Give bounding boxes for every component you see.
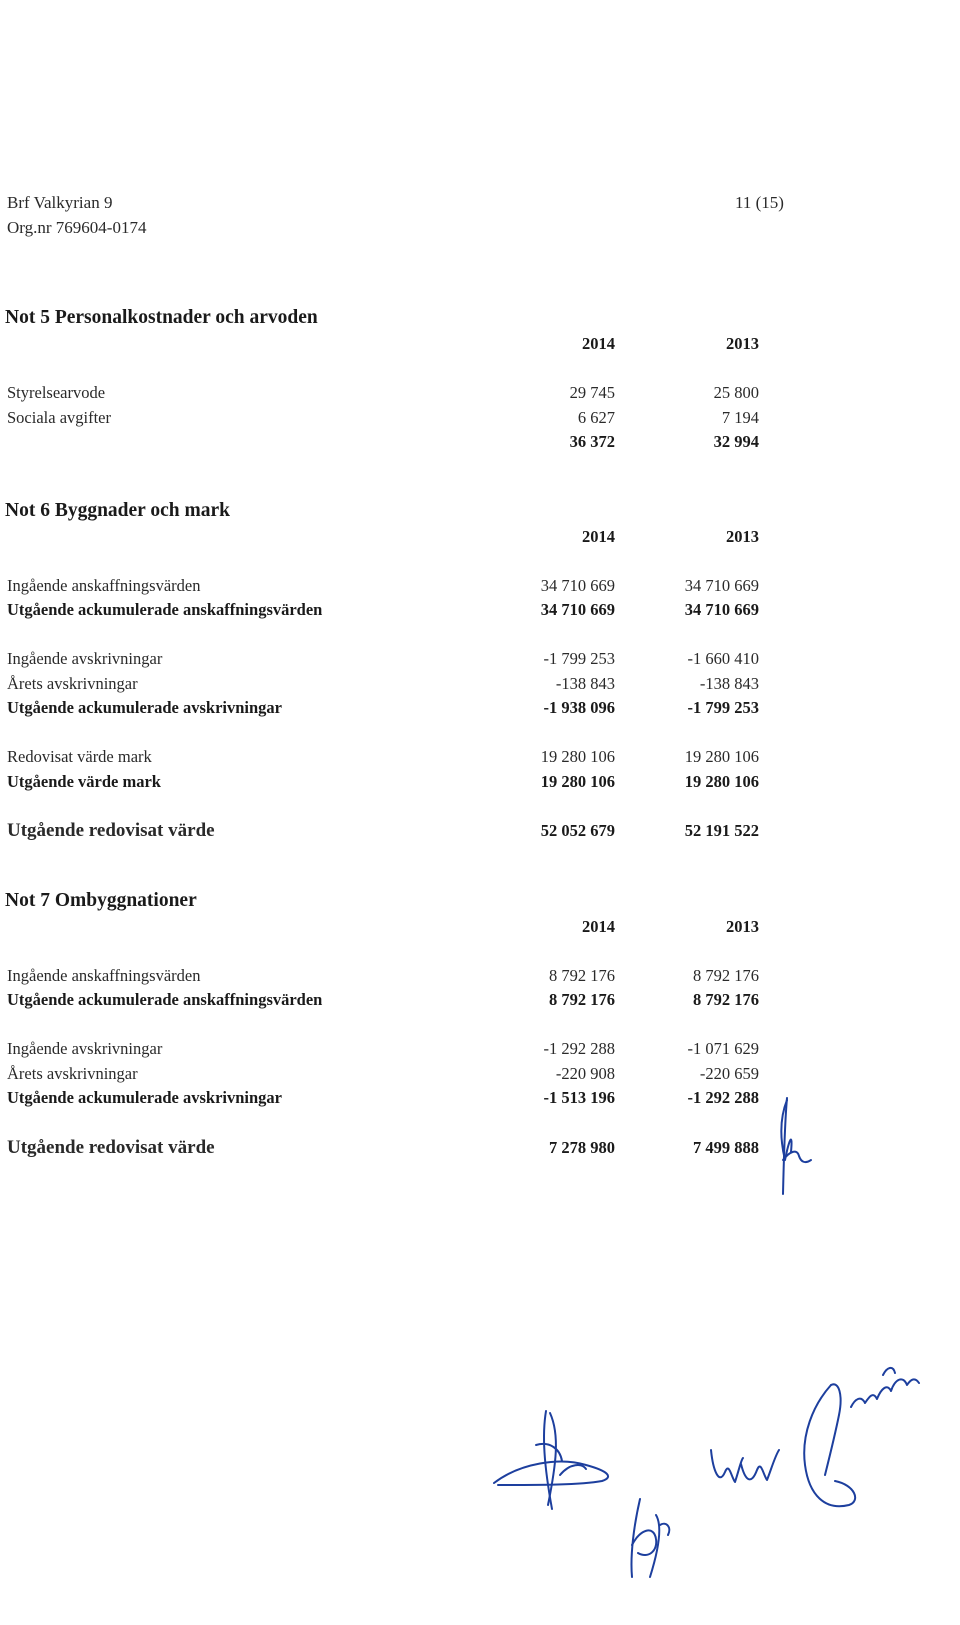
note7-total-2014: 7 278 980 — [549, 1138, 615, 1157]
note6-col-2014: 2014 — [582, 527, 615, 546]
note7-row-label: Ingående avskrivningar — [7, 1039, 163, 1058]
note7-row-label: Årets avskrivningar — [7, 1064, 138, 1083]
note5-total-2013: 32 994 — [713, 432, 759, 451]
signature-icon — [620, 1485, 700, 1585]
note5-title: Not 5 Personalkostnader och arvoden — [5, 307, 318, 328]
note6-row-label: Utgående värde mark — [7, 772, 161, 791]
note7-row-2014: 8 792 176 — [549, 966, 615, 985]
note6-row-2014: -138 843 — [555, 674, 615, 693]
note6-row-2014: -1 938 096 — [543, 698, 615, 717]
signature-icon — [795, 1355, 925, 1515]
signature-icon — [705, 1430, 805, 1510]
note6-row-label: Ingående anskaffningsvärden — [7, 576, 201, 595]
note7-row-2014: -1 292 288 — [543, 1039, 615, 1058]
note7-col-2013: 2013 — [726, 917, 759, 936]
note6-row-label: Utgående ackumulerade avskrivningar — [7, 698, 283, 717]
note7-row-2014: -220 908 — [555, 1064, 615, 1083]
note6-row-2014: 19 280 106 — [540, 747, 615, 766]
note5-row-2013: 7 194 — [721, 408, 759, 427]
note6-row-label: Årets avskrivningar — [7, 674, 138, 693]
note5-row-2014: 6 627 — [577, 408, 615, 427]
note6-row-label: Utgående ackumulerade anskaffningsvärden — [7, 600, 323, 619]
note6-title: Not 6 Byggnader och mark — [5, 500, 230, 521]
note6-row-2013: -138 843 — [699, 674, 759, 693]
signature-icon — [490, 1405, 620, 1515]
note7-total-2013: 7 499 888 — [693, 1138, 759, 1157]
note5-row-label: Styrelsearvode — [7, 383, 106, 402]
note7-row-label: Ingående anskaffningsvärden — [7, 966, 201, 985]
note6-row-2014: 34 710 669 — [540, 576, 615, 595]
note6-row-2014: 34 710 669 — [540, 600, 615, 619]
note5-col-2013: 2013 — [726, 334, 759, 353]
note7-row-2013: -1 071 629 — [687, 1039, 759, 1058]
note5-row-2014: 29 745 — [569, 383, 615, 402]
note6-row-2013: 34 710 669 — [684, 600, 759, 619]
initial-signature-icon — [775, 1090, 825, 1200]
note7-row-label: Utgående ackumulerade avskrivningar — [7, 1088, 283, 1107]
note7-total-label: Utgående redovisat värde — [7, 1137, 215, 1158]
note7-row-2013: -220 659 — [699, 1064, 759, 1083]
note5-total-2014: 36 372 — [569, 432, 615, 451]
note7-row-2014: 8 792 176 — [549, 990, 615, 1009]
note7-row-2013: 8 792 176 — [693, 966, 759, 985]
note5-row-label: Sociala avgifter — [7, 408, 111, 427]
note6-total-2014: 52 052 679 — [540, 821, 615, 840]
note7-row-2013: 8 792 176 — [693, 990, 759, 1009]
note6-row-2014: 19 280 106 — [540, 772, 615, 791]
note6-row-2014: -1 799 253 — [543, 649, 615, 668]
note7-title: Not 7 Ombyggnationer — [5, 890, 197, 911]
note5-col-2014: 2014 — [582, 334, 615, 353]
note7-col-2014: 2014 — [582, 917, 615, 936]
note6-total-2013: 52 191 522 — [684, 821, 759, 840]
org-number: Org.nr 769604-0174 — [7, 218, 147, 237]
note7-row-2014: -1 513 196 — [543, 1088, 615, 1107]
note6-row-label: Ingående avskrivningar — [7, 649, 163, 668]
note6-col-2013: 2013 — [726, 527, 759, 546]
note7-row-label: Utgående ackumulerade anskaffningsvärden — [7, 990, 323, 1009]
note6-total-label: Utgående redovisat värde — [7, 820, 215, 841]
page-number: 11 (15) — [735, 193, 784, 212]
note6-row-2013: 34 710 669 — [684, 576, 759, 595]
org-name: Brf Valkyrian 9 — [7, 193, 113, 212]
note5-row-2013: 25 800 — [713, 383, 759, 402]
note7-row-2013: -1 292 288 — [687, 1088, 759, 1107]
note6-row-2013: 19 280 106 — [684, 747, 759, 766]
note6-row-2013: -1 799 253 — [687, 698, 759, 717]
note6-row-label: Redovisat värde mark — [7, 747, 152, 766]
note6-row-2013: -1 660 410 — [687, 649, 759, 668]
note6-row-2013: 19 280 106 — [684, 772, 759, 791]
